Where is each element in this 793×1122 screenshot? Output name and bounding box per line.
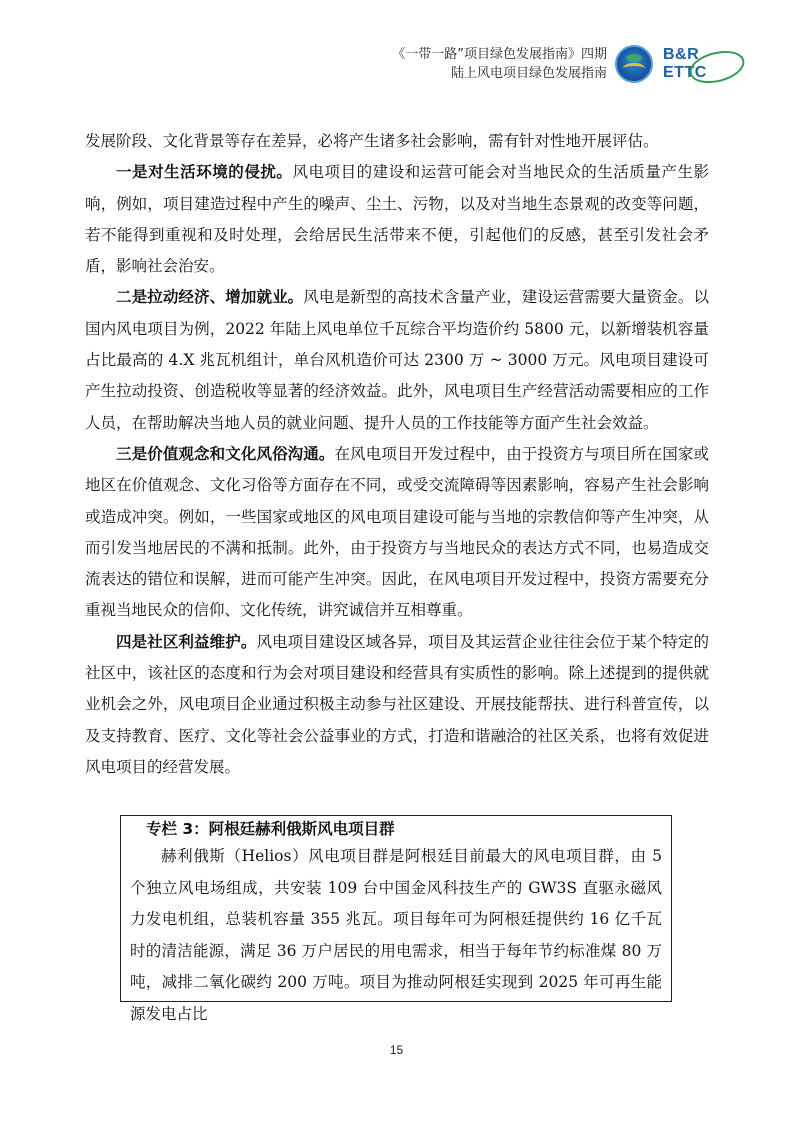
paragraph-community-interests	[85, 627, 709, 783]
paragraph-text: 风电是新型的高技术含量产业，建设运营需要大量资金。以国内风电项目为例，2022 年陆上风电单位千瓦综合平均造价约 5800 元，以新增装机容量占比最高的 4.X 兆瓦机组计，单台风机造价可达 2300 万 ~ 3000 万元。风电项目建设可产生拉动投资、创造税收等显著的经济效益。此外，风电项目生产经营活动需要相应的工作人员，在帮助解决当地人员的就业问题、提升人员的工作技能等方面产生社会效益。	[85, 288, 709, 432]
case-study-box	[120, 815, 672, 1023]
paragraph-lead: 三是价值观念和文化风俗沟通。	[116, 444, 335, 463]
br-ettc-logo	[661, 44, 743, 84]
continued-paragraph: 发展阶段、文化背景等存在差异，必将产生诸多社会影响，需有针对性地开展评估。	[85, 132, 659, 150]
paragraph-text: 在风电项目开发过程中，由于投资方与项目所在国家或地区在价值观念、文化习俗等方面存在不同，或受交流障碍等因素影响，容易产生社会影响或造成冲突。例如，一些国家或地区的风电项目建设可能与当地的宗教信仰等产生冲突，从而引发当地居民的不满和抵制。此外，由于投资方与当地民众的表达方式不同，也易造成交流表达的错位和误解，进而可能产生冲突。因此，在风电项目开发过程中，投资方需要充分重视当地民众的信仰、文化传统，讲究诚信并互相尊重。	[85, 444, 709, 620]
box-text: 赫利俄斯（Helios）风电项目群是阿根廷目前最大的风电项目群，由 5 个独立风电场组成，共安装 109 台中国金风科技生产的 GW3S 直驱永磁风力发电机组，总装机容量 355 兆瓦。项目每年可为阿根廷提供约 16 亿千瓦时的清洁能源，满足 36 万户居民的用电需求，相当于每年节约标准煤 80 万吨，减排二氧化碳约 200 万吨。项目为推动阿根廷实现到 2025 年可再生能源发电占比	[130, 847, 662, 1023]
paragraph-text: 风电项目建设区域各异，项目及其运营企业往往会位于某个特定的社区中，该社区的态度和行为会对项目建设和经营具有实质性的影响。除上述提到的提供就业机会之外，风电项目企业通过积极主动参与社区建设、开展技能帮扶、进行科普宣传，以及支持教育、医疗、文化等社会公益事业的方式，打造和谐融洽的社区关系，也将有效促进风电项目的经营发展。	[85, 632, 709, 776]
box-title: 专栏 3：阿根廷赫利俄斯风电项目群	[146, 820, 395, 838]
globe-emblem-icon	[615, 45, 653, 83]
page-header	[392, 44, 743, 84]
paragraph-lead: 二是拉动经济、增加就业。	[116, 288, 304, 307]
paragraph-economy-employment	[85, 282, 709, 438]
paragraph-lead: 四是社区利益维护。	[116, 632, 257, 651]
logo-text-ettc: ETTC	[663, 64, 707, 81]
paragraph-living-environment	[85, 157, 709, 282]
header-guide-title: 陆上风电项目绿色发展指南	[450, 66, 607, 81]
page-number: 15	[389, 1043, 404, 1057]
logo-text-br: B&R	[663, 46, 700, 63]
header-series-title: 《一带一路”项目绿色发展指南》四期	[392, 47, 607, 62]
paragraph-text: 风电项目的建设和运营可能会对当地民众的生活质量产生影响，例如，项目建造过程中产生的噪声、尘土、污物，以及对当地生态景观的改变等问题，若不能得到重视和及时处理，会给居民生活带来不便，引起他们的反感，甚至引发社会矛盾，影响社会治安。	[85, 163, 709, 276]
paragraph-lead: 一是对生活环境的侵扰。	[116, 163, 293, 182]
paragraph-culture-communication	[85, 439, 709, 627]
main-content	[85, 126, 709, 783]
header-text	[392, 45, 607, 83]
